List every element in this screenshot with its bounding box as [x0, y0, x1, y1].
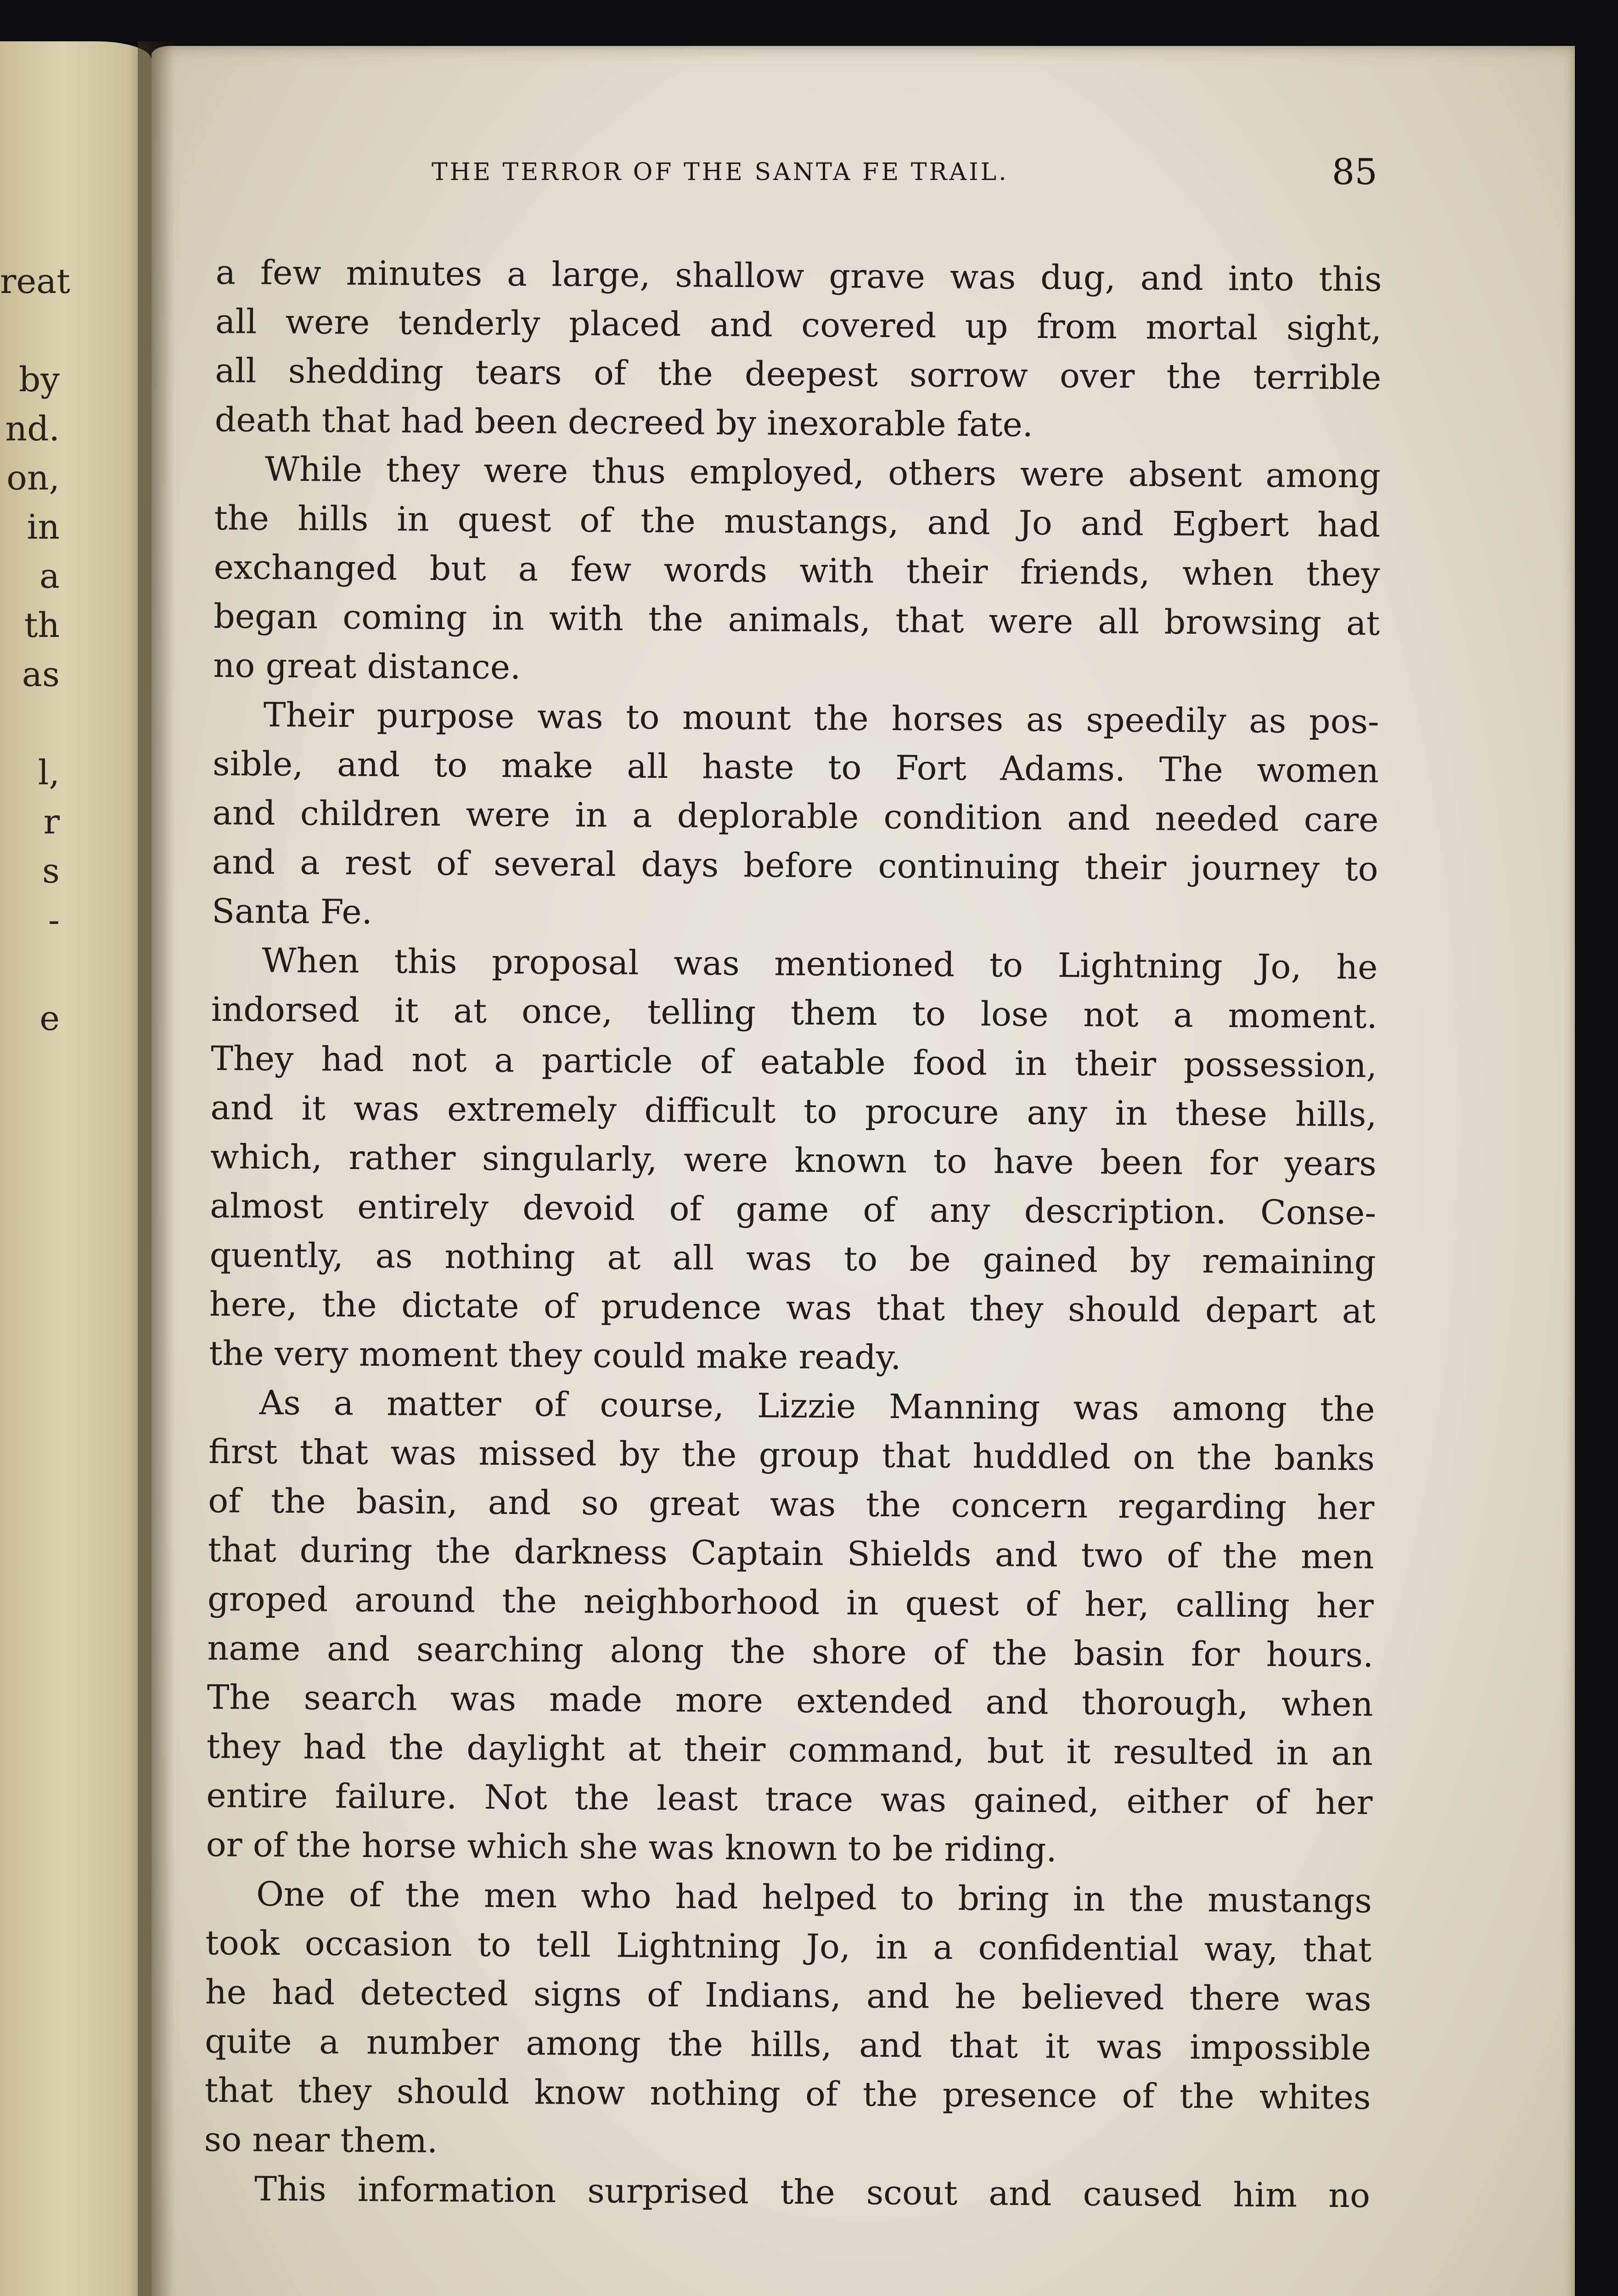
text-line: all were tenderly placed and covered up from mortal sight,	[215, 302, 1382, 349]
left-page-fragment	[0, 945, 152, 994]
left-page-fragment: nd.	[5, 409, 60, 449]
text-line: took occasion to tell Lightning Jo, in a confidential way, that	[205, 1923, 1372, 1970]
text-line: that they should know nothing of the presence of the whites	[204, 2071, 1371, 2117]
page-number: 85	[1331, 152, 1377, 193]
left-page-fragment: a	[39, 557, 60, 596]
left-page-fragment: e	[39, 999, 60, 1038]
text-line: Santa Fe.	[211, 891, 373, 932]
text-line: name and searching along the shore of the basin for hours.	[207, 1628, 1374, 1675]
text-line: he had detected signs of Indians, and he believed there was	[205, 1972, 1372, 2019]
text-line: They had not a particle of eatable food in their possession,	[210, 1039, 1377, 1086]
text-line: the hills in quest of the mustangs, and Jo and Egbert had	[214, 498, 1381, 545]
text-line: As a matter of course, Lizzie Manning was among the	[259, 1383, 1375, 1429]
text-line: which, rather singularly, were known to have been for years	[210, 1137, 1377, 1184]
text-line: exchanged but a few words with their friends, when they	[213, 547, 1380, 594]
text-line: and children were in a deplorable condition and needed care	[212, 793, 1379, 840]
left-page-fragment: -	[48, 900, 60, 940]
left-page-fragment	[0, 699, 152, 748]
text-line: While they were thus employed, others were absent among	[264, 450, 1381, 496]
text-line: first that was missed by the group that huddled on the banks	[208, 1432, 1375, 1479]
text-line: quite a number among the hills, and that it was impossible	[204, 2021, 1371, 2068]
left-page-text-fragments	[0, 257, 152, 1043]
text-line: all shedding tears of the deepest sorrow over the terrible	[215, 351, 1382, 398]
text-line: and a rest of several days before continuing their journey to	[212, 842, 1379, 889]
left-page-fragment: in	[27, 507, 60, 547]
text-line: a few minutes a large, shallow grave was dug, and into this	[215, 253, 1382, 299]
text-line: almost entirely devoid of game of any description. Conse-	[209, 1186, 1376, 1233]
text-line: entire failure. Not the least trace was gained, either of her	[206, 1776, 1373, 1823]
text-line: indorsed it at once, telling them to lose not a moment.	[211, 990, 1378, 1036]
text-line: One of the men who had helped to bring in the mustangs	[256, 1874, 1372, 1921]
left-page-fragment: reat	[0, 262, 71, 301]
left-page-fragment: on,	[6, 458, 60, 498]
left-page-fragment: by	[18, 360, 60, 400]
text-line: here, the dictate of prudence was that they should depart at	[209, 1284, 1376, 1331]
body-text	[204, 248, 1382, 2220]
text-line: they had the daylight at their command, but it resulted in an	[206, 1727, 1373, 1773]
text-line: of the basin, and so great was the concern regarding her	[208, 1481, 1375, 1528]
left-page-fragment: as	[22, 655, 60, 694]
text-line: quently, as nothing at all was to be gained by remaining	[209, 1235, 1376, 1282]
left-page-fragment: l,	[38, 753, 60, 793]
text-line: so near them.	[204, 2120, 438, 2161]
text-line: When this proposal was mentioned to Lightning Jo, he	[262, 941, 1378, 987]
left-page-fragment	[0, 306, 152, 355]
left-page-fragment: th	[24, 606, 60, 645]
running-head	[275, 152, 1391, 193]
text-line: Their purpose was to mount the horses as speedily as pos-	[263, 695, 1380, 742]
text-line: and it was extremely difficult to procure any in these hills,	[210, 1088, 1377, 1135]
text-line: This information surprised the scout and caused him no	[254, 2169, 1371, 2216]
text-line: groped around the neighborhood in quest of her, calling her	[207, 1579, 1374, 1626]
text-line: the very moment they could make ready.	[209, 1334, 901, 1378]
text-line: or of the horse which she was known to be riding.	[206, 1825, 1057, 1870]
text-line: that during the darkness Captain Shields and two of the men	[208, 1530, 1374, 1577]
text-line: The search was made more extended and thorough, when	[207, 1677, 1373, 1724]
left-page-fragment: r	[43, 802, 60, 842]
running-head-title: THE TERROR OF THE SANTA FE TRAIL.	[432, 158, 1009, 186]
text-line: began coming in with the animals, that were all browsing at	[213, 597, 1380, 643]
text-line: no great distance.	[213, 646, 521, 687]
left-page-edge	[0, 41, 152, 2296]
book-gutter-shadow	[138, 41, 174, 2296]
text-line: death that had been decreed by inexorable fate.	[214, 400, 1034, 445]
text-line: sible, and to make all haste to Fort Adams. The women	[212, 744, 1379, 791]
left-page-fragment: s	[42, 851, 60, 891]
